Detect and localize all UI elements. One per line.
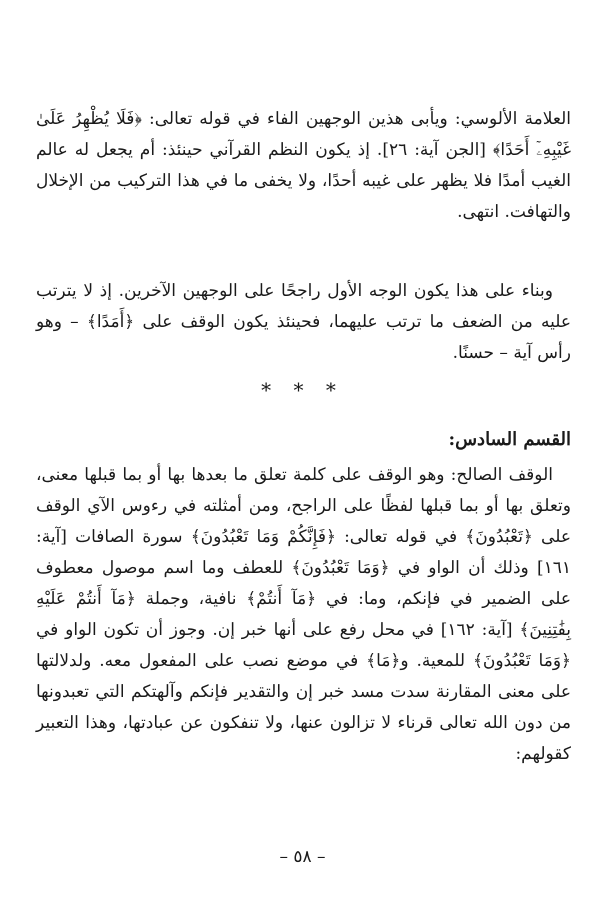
- section-heading: القسم السادس:: [448, 429, 571, 450]
- paragraph-conclusion: وبناء على هذا يكون الوجه الأول راجحًا على الوجهين الآخرين. إذ لا يترتب عليه من الضعف ما ترتب عليهما، فحينئذ يكون الوقف على ﴿أَمَدًا﴾ – وهو رأس آية – حسنًا.: [36, 281, 571, 363]
- text-block-conclusion: [36, 276, 571, 369]
- text-block-top: [36, 104, 571, 228]
- page-number: – ٥٨ –: [279, 847, 326, 867]
- paragraph-alusi-quote: العلامة الألوسي: ويأبى هذين الوجهين الفاء في قوله تعالى: ﴿فَلَا يُظْهِرُ عَلَىٰ غَيْبِهِۦٓ أَحَدًا﴾ [الجن آية: ٢٦]. إذ يكون النظم القرآني حينئذ: أم يجعل له عالم الغيب أمدًا فلا يظهر على غيبه أحدًا، ولا يخفى ما في هذا التركيب من الإخلال والتهافت. انتهى.: [36, 109, 572, 222]
- section-separator: * * *: [261, 378, 344, 402]
- text-block-section-six: [36, 460, 571, 770]
- paragraph-section-six: الوقف الصالح: وهو الوقف على كلمة تعلق ما بعدها بها أو بما قبلها معنى، وتعلق بها أو بما قبلها لفظًا على الراجح، ومن أمثلته في رءوس الآي الوقف على ﴿تَعْبُدُونَ﴾ في قوله تعالى: ﴿فَإِنَّكُمْ وَمَا تَعْبُدُونَ﴾ سورة الصافات [آية: ١٦١] وذلك أن الواو في ﴿وَمَا تَعْبُدُونَ﴾ للعطف وما اسم موصول معطوف على الضمير في فإنكم، وما: في ﴿مَآ أَنتُمْ﴾ نافية، وجملة ﴿مَآ أَنتُمْ عَلَيْهِ بِفَٰتِنِينَ﴾ [آية: ١٦٢] في محل رفع على أنها خبر إن. وجوز أن تكون الواو في ﴿وَمَا تَعْبُدُونَ﴾ للمعية. و﴿مَا﴾ في موضع نصب على المفعول معه. ولدلالتها على معنى المقارنة سدت مسد خبر إن والتقدير فإنكم وآلهتكم التي تعبدونها من دون الله تعالى قرناء لا تزالون عنها، ولا تنفكون عن عبادتها، وهذا التعبير كقولهم:: [36, 465, 572, 764]
